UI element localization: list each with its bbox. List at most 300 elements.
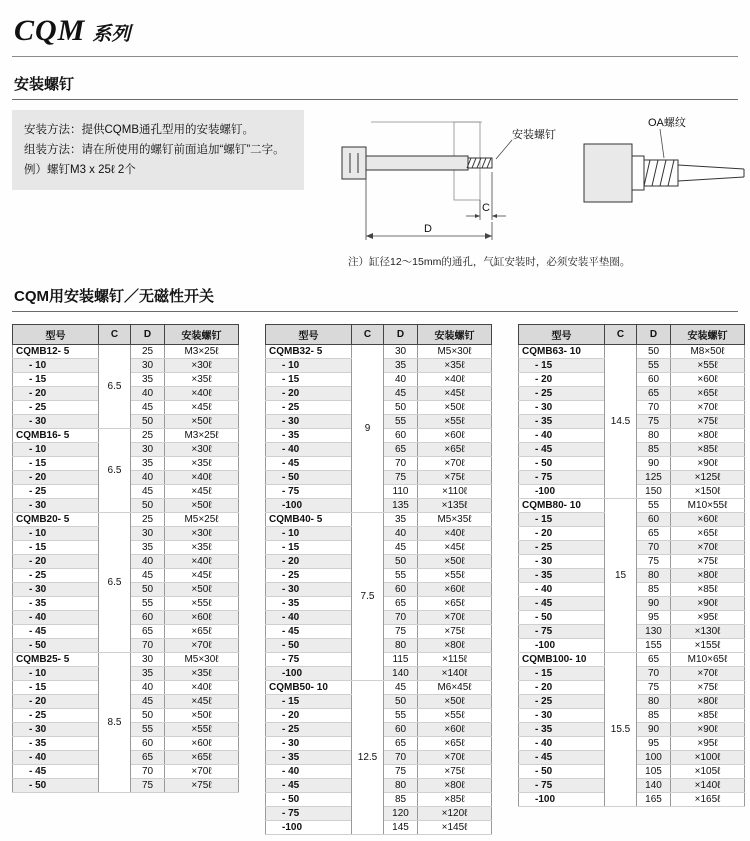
d-dimension-cell: 55 — [637, 499, 671, 513]
d-dimension-cell: 30 — [384, 345, 418, 359]
c-dimension-cell: 7.5 — [352, 513, 384, 681]
model-cell: - 20 — [266, 387, 352, 401]
d-dimension-cell: 35 — [384, 513, 418, 527]
mounting-screw-cell: ×55ℓ — [165, 597, 239, 611]
d-dimension-cell: 110 — [384, 485, 418, 499]
model-cell: - 40 — [13, 751, 99, 765]
mounting-screw-cell: ×65ℓ — [165, 625, 239, 639]
mounting-screw-cell: ×40ℓ — [418, 527, 492, 541]
d-dimension-cell: 55 — [637, 359, 671, 373]
screw-label: 安装螺钉 — [512, 129, 556, 141]
table-row — [519, 345, 745, 359]
model-cell: CQMB100- 10 — [519, 653, 605, 667]
model-cell: - 25 — [13, 401, 99, 415]
d-dimension-cell: 80 — [637, 429, 671, 443]
model-cell: - 50 — [266, 471, 352, 485]
model-cell: CQMB50- 10 — [266, 681, 352, 695]
mounting-screw-cell: ×155ℓ — [671, 639, 745, 653]
d-dimension-cell: 140 — [384, 667, 418, 681]
d-dimension-cell: 90 — [637, 457, 671, 471]
c-dimension-cell: 15.5 — [605, 653, 637, 807]
screw-head — [342, 147, 366, 179]
model-cell: - 15 — [266, 695, 352, 709]
mounting-screw-cell: M3×25ℓ — [165, 345, 239, 359]
mounting-screw-cell: M10×65ℓ — [671, 653, 745, 667]
model-cell: - 40 — [266, 611, 352, 625]
column-header: 安装螺钉 — [165, 325, 239, 345]
mounting-screw-cell: ×70ℓ — [165, 639, 239, 653]
intro-row — [12, 110, 738, 269]
d-dimension-cell: 40 — [131, 471, 165, 485]
d-dimension-cell: 55 — [384, 709, 418, 723]
model-cell: - 50 — [519, 765, 605, 779]
d-dimension-cell: 70 — [131, 639, 165, 653]
mounting-screw-cell: ×40ℓ — [165, 387, 239, 401]
mounting-note: 注）缸径12～15mm的通孔，气缸安装时，必须安装平垫圈。 — [348, 256, 631, 268]
d-dimension-cell: 45 — [131, 569, 165, 583]
model-cell: CQMB40- 5 — [266, 513, 352, 527]
d-dimension-cell: 60 — [384, 429, 418, 443]
d-dimension-cell: 45 — [384, 387, 418, 401]
mounting-screw-cell: ×45ℓ — [165, 401, 239, 415]
d-dimension-cell: 50 — [131, 415, 165, 429]
mounting-screw-cell: ×50ℓ — [418, 401, 492, 415]
mounting-screw-cell: ×65ℓ — [418, 737, 492, 751]
column-header: 安装螺钉 — [418, 325, 492, 345]
d-dimension-cell: 165 — [637, 793, 671, 807]
model-cell: - 75 — [266, 807, 352, 821]
model-cell: - 35 — [266, 429, 352, 443]
model-cell: - 45 — [266, 625, 352, 639]
d-dimension-cell: 90 — [637, 597, 671, 611]
c-dimension-cell: 9 — [352, 345, 384, 513]
d-dimension-cell: 25 — [131, 513, 165, 527]
mounting-screw-cell: ×35ℓ — [418, 359, 492, 373]
c-dimension-cell: 14.5 — [605, 345, 637, 499]
mounting-screw-cell: M5×25ℓ — [165, 513, 239, 527]
d-dimension-cell: 120 — [384, 807, 418, 821]
table-row — [519, 499, 745, 513]
d-dimension-cell: 60 — [131, 737, 165, 751]
model-cell: - 45 — [266, 457, 352, 471]
mounting-screw-cell: ×65ℓ — [671, 527, 745, 541]
mounting-screw-cell: ×75ℓ — [671, 415, 745, 429]
d-dimension-cell: 70 — [637, 667, 671, 681]
model-cell: - 30 — [13, 723, 99, 737]
model-cell: - 25 — [519, 387, 605, 401]
table-row — [13, 653, 239, 667]
model-cell: - 40 — [266, 443, 352, 457]
model-cell: -100 — [266, 667, 352, 681]
model-cell: - 15 — [13, 681, 99, 695]
model-cell: - 40 — [13, 611, 99, 625]
dim-c-label: C — [482, 202, 490, 214]
d-dimension-cell: 90 — [637, 723, 671, 737]
d-dimension-cell: 50 — [131, 709, 165, 723]
column-header: D — [131, 325, 165, 345]
mounting-screw-cell: ×140ℓ — [671, 779, 745, 793]
mounting-screw-cell: ×80ℓ — [418, 639, 492, 653]
d-dimension-cell: 75 — [131, 779, 165, 793]
d-dimension-cell: 40 — [131, 555, 165, 569]
model-cell: - 10 — [13, 359, 99, 373]
model-cell: - 50 — [266, 793, 352, 807]
model-cell: - 30 — [519, 709, 605, 723]
model-cell: - 35 — [519, 723, 605, 737]
model-cell: - 25 — [519, 541, 605, 555]
d-dimension-cell: 150 — [637, 485, 671, 499]
model-cell: - 10 — [266, 527, 352, 541]
d-dimension-cell: 25 — [131, 429, 165, 443]
oa-label-leader — [660, 129, 664, 158]
model-cell: - 20 — [13, 387, 99, 401]
model-cell: -100 — [266, 499, 352, 513]
model-cell: - 15 — [519, 667, 605, 681]
mounting-screw-cell: ×90ℓ — [671, 723, 745, 737]
mounting-screw-cell: ×55ℓ — [418, 569, 492, 583]
mounting-screw-cell: ×75ℓ — [165, 779, 239, 793]
model-cell: - 25 — [519, 695, 605, 709]
model-cell: - 10 — [13, 443, 99, 457]
c-dimension-cell: 6.5 — [99, 513, 131, 653]
table-row — [519, 653, 745, 667]
model-cell: - 30 — [13, 499, 99, 513]
mounting-screw-cell: ×140ℓ — [418, 667, 492, 681]
mounting-screw-cell: M10×55ℓ — [671, 499, 745, 513]
mounting-screw-cell: ×70ℓ — [671, 541, 745, 555]
section-title-mounting-screw: 安装螺钉 — [12, 73, 738, 100]
d-dimension-cell: 45 — [384, 541, 418, 555]
dimension-c — [466, 172, 506, 220]
d-dimension-cell: 60 — [637, 513, 671, 527]
mounting-screw-cell: ×45ℓ — [418, 541, 492, 555]
d-dimension-cell: 55 — [384, 415, 418, 429]
mounting-screw-cell: ×125ℓ — [671, 471, 745, 485]
mounting-screw-cell: ×75ℓ — [671, 555, 745, 569]
model-cell: - 50 — [13, 779, 99, 793]
mounting-screw-cell: ×65ℓ — [418, 443, 492, 457]
oa-thread-boss — [644, 160, 678, 186]
d-dimension-cell: 65 — [131, 751, 165, 765]
model-cell: - 20 — [13, 695, 99, 709]
model-cell: - 20 — [519, 373, 605, 387]
d-dimension-cell: 45 — [384, 681, 418, 695]
model-cell: - 15 — [13, 457, 99, 471]
d-dimension-cell: 60 — [384, 723, 418, 737]
model-cell: - 30 — [519, 401, 605, 415]
mounting-screw-cell: ×145ℓ — [418, 821, 492, 835]
instruction-line: 安装方法：提供CQMB通孔型用的安装螺钉。 — [24, 124, 254, 136]
d-dimension-cell: 70 — [384, 611, 418, 625]
table-row — [13, 345, 239, 359]
d-dimension-cell: 45 — [131, 695, 165, 709]
column-header: D — [384, 325, 418, 345]
mounting-screw-cell: ×85ℓ — [671, 583, 745, 597]
model-cell: - 75 — [266, 653, 352, 667]
d-dimension-cell: 60 — [131, 611, 165, 625]
mounting-screw-cell: ×130ℓ — [671, 625, 745, 639]
model-cell: - 75 — [519, 779, 605, 793]
model-cell: - 20 — [13, 471, 99, 485]
d-dimension-cell: 105 — [637, 765, 671, 779]
mounting-screw-cell: ×115ℓ — [418, 653, 492, 667]
column-header: C — [99, 325, 131, 345]
mounting-screw-cell: ×85ℓ — [671, 443, 745, 457]
model-cell: -100 — [266, 821, 352, 835]
mounting-screw-cell: ×80ℓ — [671, 429, 745, 443]
mounting-screw-cell: ×150ℓ — [671, 485, 745, 499]
d-dimension-cell: 80 — [637, 569, 671, 583]
d-dimension-cell: 75 — [637, 555, 671, 569]
c-dimension-cell: 6.5 — [99, 345, 131, 429]
mounting-screw-cell: ×60ℓ — [418, 583, 492, 597]
mounting-screw-cell: ×70ℓ — [418, 457, 492, 471]
mounting-screw-cell: ×165ℓ — [671, 793, 745, 807]
d-dimension-cell: 30 — [131, 443, 165, 457]
mounting-screw-cell: ×50ℓ — [165, 709, 239, 723]
d-dimension-cell: 75 — [637, 415, 671, 429]
d-dimension-cell: 40 — [384, 373, 418, 387]
mounting-screw-cell: ×35ℓ — [165, 667, 239, 681]
d-dimension-cell: 35 — [384, 359, 418, 373]
model-cell: - 15 — [266, 373, 352, 387]
mounting-screw-cell: ×85ℓ — [418, 793, 492, 807]
mounting-screw-cell: ×60ℓ — [418, 429, 492, 443]
model-cell: - 10 — [266, 359, 352, 373]
d-dimension-cell: 85 — [637, 443, 671, 457]
model-cell: - 35 — [266, 751, 352, 765]
mounting-screw-cell: ×95ℓ — [671, 737, 745, 751]
mounting-screw-cell: ×70ℓ — [418, 751, 492, 765]
mounting-screw-table — [518, 324, 745, 807]
d-dimension-cell: 55 — [131, 723, 165, 737]
d-dimension-cell: 40 — [131, 387, 165, 401]
model-cell: - 30 — [266, 737, 352, 751]
d-dimension-cell: 65 — [637, 387, 671, 401]
dim-d-label: D — [424, 223, 432, 235]
d-dimension-cell: 70 — [637, 541, 671, 555]
d-dimension-cell: 35 — [131, 541, 165, 555]
mounting-screw-cell: ×45ℓ — [165, 695, 239, 709]
d-dimension-cell: 135 — [384, 499, 418, 513]
mounting-screw-cell: ×55ℓ — [165, 723, 239, 737]
mounting-screw-cell: ×60ℓ — [165, 737, 239, 751]
section-title-screw-table: CQM用安装螺钉／无磁性开关 — [12, 285, 738, 312]
model-cell: - 10 — [13, 527, 99, 541]
mounting-screw-cell: ×55ℓ — [671, 359, 745, 373]
oa-thread-diagram — [584, 115, 744, 202]
mounting-screw-cell: ×110ℓ — [418, 485, 492, 499]
d-dimension-cell: 60 — [384, 583, 418, 597]
d-dimension-cell: 30 — [131, 527, 165, 541]
mounting-screw-cell: ×30ℓ — [165, 527, 239, 541]
mounting-screw-cell: ×65ℓ — [418, 597, 492, 611]
d-dimension-cell: 35 — [131, 457, 165, 471]
d-dimension-cell: 50 — [384, 555, 418, 569]
model-cell: - 45 — [13, 625, 99, 639]
d-dimension-cell: 50 — [131, 499, 165, 513]
mounting-screw-cell: ×60ℓ — [418, 723, 492, 737]
d-dimension-cell: 50 — [384, 401, 418, 415]
mounting-screw-diagram — [316, 110, 746, 248]
d-dimension-cell: 80 — [637, 695, 671, 709]
mounting-screw-cell: ×40ℓ — [165, 681, 239, 695]
screw-thread — [467, 158, 492, 168]
mounting-screw-cell: ×50ℓ — [165, 583, 239, 597]
mounting-screw-cell: ×45ℓ — [418, 387, 492, 401]
d-dimension-cell: 125 — [637, 471, 671, 485]
table-row — [266, 681, 492, 695]
mounting-screw-cell: ×30ℓ — [165, 359, 239, 373]
d-dimension-cell: 85 — [637, 583, 671, 597]
mounting-screw-cell: M5×35ℓ — [418, 513, 492, 527]
d-dimension-cell: 95 — [637, 737, 671, 751]
model-cell: -100 — [519, 793, 605, 807]
screw-label-leader — [496, 140, 512, 159]
model-cell: - 35 — [13, 597, 99, 611]
column-header: 安装螺钉 — [671, 325, 745, 345]
model-cell: CQMB80- 10 — [519, 499, 605, 513]
d-dimension-cell: 65 — [384, 597, 418, 611]
model-cell: - 20 — [519, 681, 605, 695]
mounting-screw-cell: ×70ℓ — [418, 611, 492, 625]
instruction-line: 组装方法：请在所使用的螺钉前面追加“螺钉”二字。 — [24, 144, 285, 157]
d-dimension-cell: 50 — [384, 695, 418, 709]
mounting-screw-cell: ×65ℓ — [671, 387, 745, 401]
model-cell: - 30 — [266, 415, 352, 429]
model-cell: - 25 — [13, 485, 99, 499]
mounting-screw-cell: ×80ℓ — [671, 569, 745, 583]
mounting-screw-cell: ×90ℓ — [671, 457, 745, 471]
mounting-screw-cell: M5×30ℓ — [165, 653, 239, 667]
mounting-screw-cell: ×95ℓ — [671, 611, 745, 625]
model-cell: - 40 — [519, 429, 605, 443]
model-cell: - 30 — [13, 583, 99, 597]
mounting-screw-cell: ×75ℓ — [671, 681, 745, 695]
mounting-screw-cell: ×40ℓ — [418, 373, 492, 387]
mounting-screw-cell: ×35ℓ — [165, 373, 239, 387]
d-dimension-cell: 145 — [384, 821, 418, 835]
d-dimension-cell: 55 — [384, 569, 418, 583]
oa-thread-label: OA螺纹 — [648, 117, 686, 129]
c-dimension-cell: 8.5 — [99, 653, 131, 793]
model-cell: - 50 — [519, 457, 605, 471]
d-dimension-cell: 95 — [637, 611, 671, 625]
mounting-screw-table — [12, 324, 239, 793]
table-row — [266, 513, 492, 527]
model-cell: - 25 — [266, 401, 352, 415]
d-dimension-cell: 35 — [131, 667, 165, 681]
model-cell: - 25 — [13, 569, 99, 583]
mounting-screw-cell: ×65ℓ — [165, 751, 239, 765]
mounting-screw-cell: ×40ℓ — [165, 555, 239, 569]
d-dimension-cell: 30 — [131, 359, 165, 373]
mounting-screw-cell: M6×45ℓ — [418, 681, 492, 695]
mounting-screw-cell: ×40ℓ — [165, 471, 239, 485]
d-dimension-cell: 100 — [637, 751, 671, 765]
model-cell: CQMB63- 10 — [519, 345, 605, 359]
column-header: 型号 — [13, 325, 99, 345]
c-dimension-cell: 6.5 — [99, 429, 131, 513]
model-cell: - 45 — [266, 779, 352, 793]
d-dimension-cell: 80 — [384, 639, 418, 653]
mounting-screw-cell: ×70ℓ — [671, 401, 745, 415]
mounting-screw-cell: ×45ℓ — [165, 569, 239, 583]
mounting-screw-cell: ×50ℓ — [165, 499, 239, 513]
mounting-screw-cell: ×30ℓ — [165, 443, 239, 457]
model-cell: - 35 — [266, 597, 352, 611]
mounting-screw-cell: ×50ℓ — [418, 695, 492, 709]
d-dimension-cell: 65 — [384, 737, 418, 751]
model-cell: - 45 — [519, 751, 605, 765]
mounting-screw-table — [265, 324, 492, 835]
d-dimension-cell: 55 — [131, 597, 165, 611]
model-cell: CQMB25- 5 — [13, 653, 99, 667]
d-dimension-cell: 35 — [131, 373, 165, 387]
mounting-screw-cell: ×60ℓ — [165, 611, 239, 625]
d-dimension-cell: 130 — [637, 625, 671, 639]
diagram-column — [304, 110, 746, 269]
mounting-screw-cell: ×35ℓ — [165, 457, 239, 471]
d-dimension-cell: 70 — [384, 751, 418, 765]
d-dimension-cell: 75 — [384, 765, 418, 779]
c-dimension-cell: 12.5 — [352, 681, 384, 835]
d-dimension-cell: 140 — [637, 779, 671, 793]
mounting-screw-cell: ×105ℓ — [671, 765, 745, 779]
mounting-screw-cell: ×55ℓ — [418, 709, 492, 723]
table-row — [266, 345, 492, 359]
model-cell: - 30 — [13, 415, 99, 429]
model-cell: CQMB12- 5 — [13, 345, 99, 359]
column-header: C — [605, 325, 637, 345]
d-dimension-cell: 40 — [384, 527, 418, 541]
mounting-screw-cell: ×85ℓ — [671, 709, 745, 723]
model-cell: CQMB32- 5 — [266, 345, 352, 359]
d-dimension-cell: 80 — [384, 779, 418, 793]
model-cell: - 30 — [519, 555, 605, 569]
table-row — [13, 513, 239, 527]
table-row — [13, 429, 239, 443]
column-header: D — [637, 325, 671, 345]
mounting-screw-cell: ×120ℓ — [418, 807, 492, 821]
model-cell: - 25 — [266, 569, 352, 583]
mounting-screw-cell: ×75ℓ — [418, 625, 492, 639]
model-cell: - 40 — [519, 583, 605, 597]
mounting-screw-cell: ×50ℓ — [165, 415, 239, 429]
model-cell: - 40 — [266, 765, 352, 779]
mounting-screw-cell: M3×25ℓ — [165, 429, 239, 443]
model-cell: - 15 — [519, 513, 605, 527]
d-dimension-cell: 25 — [131, 345, 165, 359]
d-dimension-cell: 65 — [637, 653, 671, 667]
model-cell: - 75 — [266, 485, 352, 499]
series-name: CQM — [14, 14, 86, 47]
model-cell: - 35 — [519, 415, 605, 429]
column-header: 型号 — [266, 325, 352, 345]
d-dimension-cell: 45 — [131, 401, 165, 415]
model-cell: - 50 — [519, 611, 605, 625]
instruction-box — [12, 110, 304, 190]
d-dimension-cell: 70 — [131, 765, 165, 779]
model-cell: - 15 — [266, 541, 352, 555]
screw-shank — [366, 156, 468, 170]
column-header: C — [352, 325, 384, 345]
model-cell: - 35 — [13, 737, 99, 751]
d-dimension-cell: 155 — [637, 639, 671, 653]
mounting-screw-cell: ×70ℓ — [165, 765, 239, 779]
d-dimension-cell: 75 — [384, 471, 418, 485]
mounting-screw-cell: ×75ℓ — [418, 765, 492, 779]
